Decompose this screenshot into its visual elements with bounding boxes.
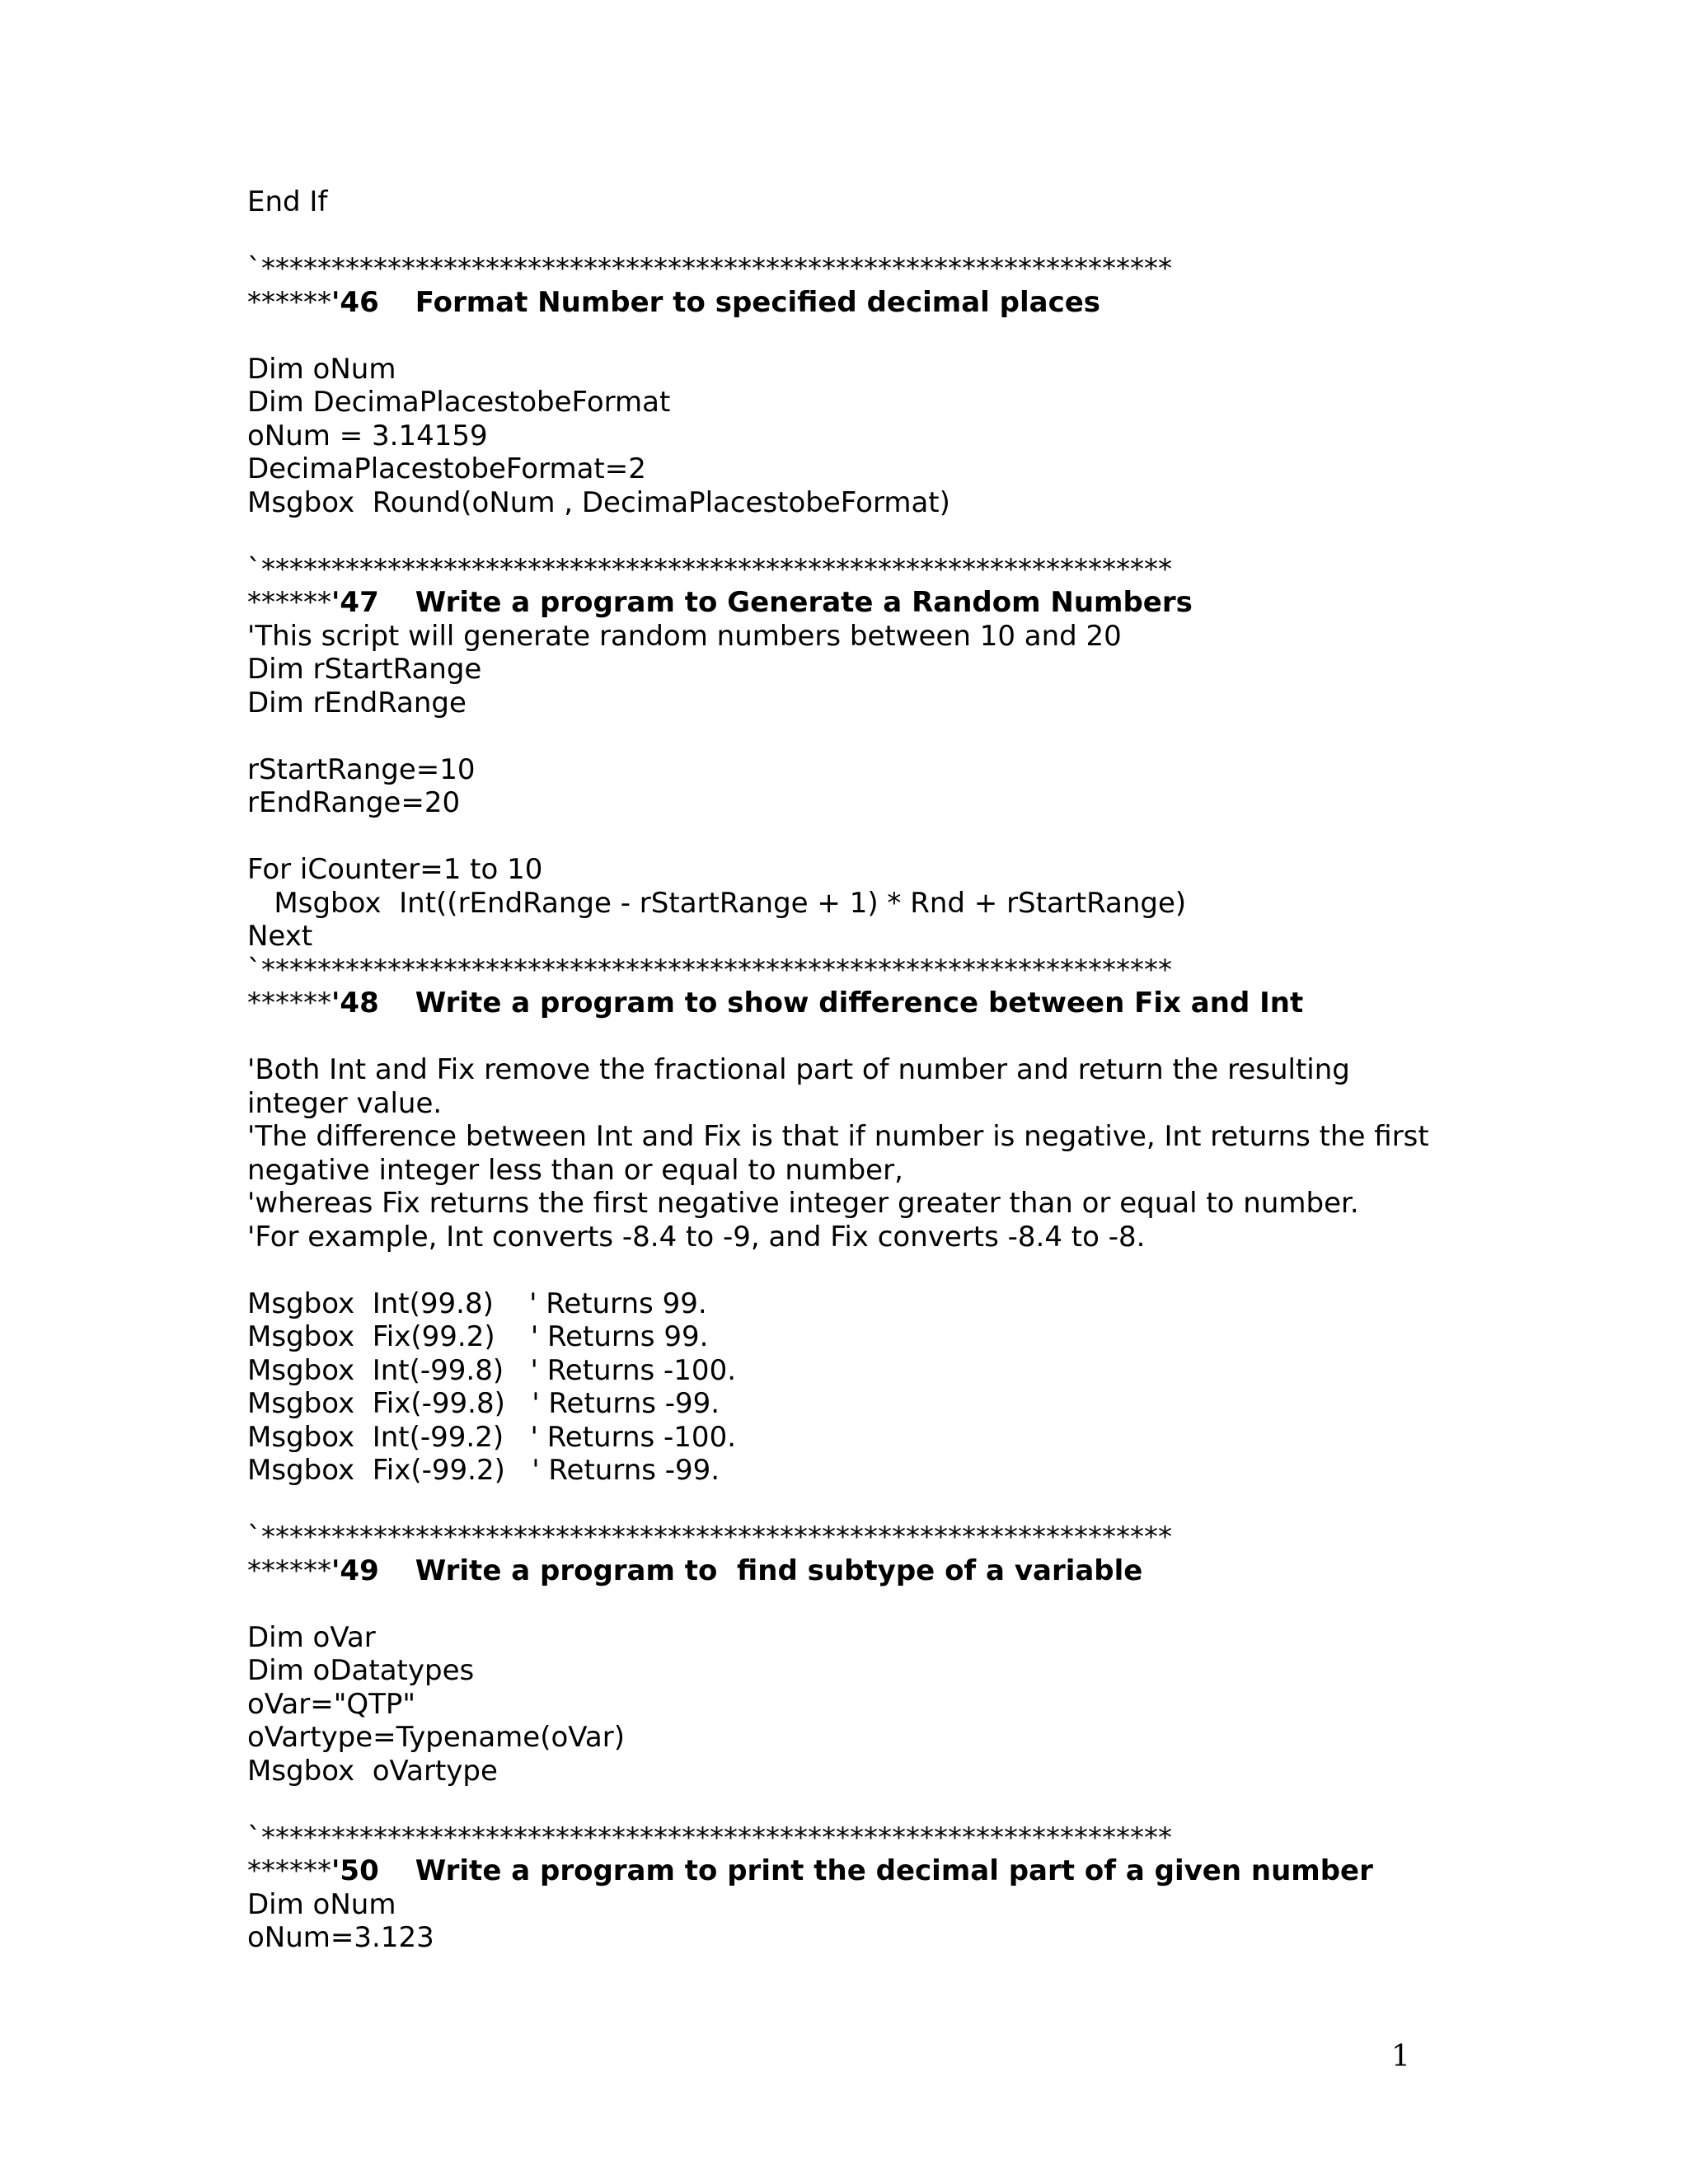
- section-title: Write a program to print the decimal part of a given number: [415, 1854, 1373, 1887]
- separator-line: `*****************************************************************: [247, 1521, 1172, 1554]
- separator-line: `*****************************************************************: [247, 552, 1172, 586]
- section-heading: [247, 987, 1442, 1020]
- code-line: Msgbox Int(-99.8) ' Returns -100.: [247, 1353, 737, 1387]
- code-line: Dim rEndRange: [247, 686, 467, 719]
- section-title: Write a program to Generate a Random Numbers: [415, 586, 1193, 619]
- section-48: [247, 954, 1442, 1521]
- code-line: oNum=3.123: [247, 1921, 434, 1954]
- section-heading: [247, 586, 1442, 620]
- section-title: Write a program to find subtype of a variable: [415, 1554, 1143, 1587]
- code-line: Msgbox Int(99.8) ' Returns 99.: [247, 1286, 707, 1320]
- document-page: [247, 185, 1442, 1955]
- code-line: Dim DecimaPlacestobeFormat: [247, 386, 671, 419]
- code-line: Msgbox Int((rEndRange - rStartRange + 1) * Rnd + rStartRange): [247, 886, 1187, 920]
- section-number: '49: [331, 1554, 379, 1587]
- separator-line: `*****************************************************************: [247, 252, 1172, 285]
- blank-line: [247, 1020, 1442, 1054]
- blank-line: [247, 219, 1442, 253]
- heading-stars: ******: [247, 987, 331, 1019]
- code-line: Msgbox Fix(99.2) ' Returns 99.: [247, 1320, 709, 1353]
- separator-line: `*****************************************************************: [247, 1821, 1172, 1854]
- code-line: DecimaPlacestobeFormat=2: [247, 452, 646, 485]
- blank-line: [247, 1788, 1442, 1821]
- blank-line: [247, 319, 1442, 353]
- section-49: [247, 1521, 1442, 1821]
- section-heading: [247, 1854, 1442, 1888]
- code-line: Dim oDatatypes: [247, 1654, 475, 1687]
- heading-stars: ******: [247, 1854, 331, 1887]
- code-line: Dim oNum: [247, 352, 396, 386]
- heading-stars: ******: [247, 285, 331, 319]
- blank-line: [247, 820, 1442, 854]
- code-line: integer value.: [247, 1086, 443, 1120]
- code-line: For iCounter=1 to 10: [247, 853, 543, 886]
- section-number: '46: [331, 285, 379, 319]
- heading-stars: ******: [247, 1554, 331, 1587]
- section-46: [247, 252, 1442, 553]
- code-line: oVartype=Typename(oVar): [247, 1721, 625, 1754]
- section-title: Write a program to show difference between Fix and Int: [415, 987, 1304, 1019]
- section-50: [247, 1821, 1442, 1955]
- blank-line: [247, 1488, 1442, 1521]
- code-line: Msgbox Round(oNum , DecimaPlacestobeFormat): [247, 485, 950, 519]
- code-line: Msgbox Int(-99.2) ' Returns -100.: [247, 1420, 737, 1454]
- section-heading: [247, 1554, 1442, 1588]
- section-number: '50: [331, 1854, 379, 1887]
- page-number: 1: [1391, 2040, 1410, 2074]
- code-line: rStartRange=10: [247, 752, 476, 786]
- code-line: 'whereas Fix returns the first negative integer greater than or equal to number.: [247, 1187, 1359, 1220]
- code-line: negative integer less than or equal to number,: [247, 1153, 903, 1187]
- code-line: Dim rStartRange: [247, 653, 482, 686]
- code-line: Msgbox oVartype: [247, 1754, 498, 1788]
- sections-container: [247, 252, 1442, 1955]
- code-line: Msgbox Fix(-99.2) ' Returns -99.: [247, 1454, 720, 1487]
- blank-line: [247, 1587, 1442, 1621]
- blank-line: [247, 1254, 1442, 1287]
- code-line: oNum = 3.14159: [247, 419, 488, 452]
- code-line: rEndRange=20: [247, 786, 461, 819]
- section-title: Format Number to specified decimal places: [415, 285, 1101, 319]
- code-line: 'This script will generate random numbers between 10 and 20: [247, 619, 1122, 653]
- code-line: 'Both Int and Fix remove the fractional part of number and return the resulting: [247, 1053, 1350, 1086]
- code-line: Dim oVar: [247, 1620, 376, 1654]
- blank-line: [247, 519, 1442, 553]
- code-line: Msgbox Fix(-99.8) ' Returns -99.: [247, 1387, 720, 1420]
- code-line: oVar="QTP": [247, 1687, 416, 1721]
- section-heading: [247, 286, 1442, 320]
- code-line: Next: [247, 920, 313, 953]
- section-47: [247, 553, 1442, 954]
- section-number: '48: [331, 987, 379, 1019]
- blank-line: [247, 719, 1442, 753]
- section-number: '47: [331, 586, 379, 619]
- code-line: 'For example, Int converts -8.4 to -9, and Fix converts -8.4 to -8.: [247, 1220, 1146, 1254]
- code-line: Dim oNum: [247, 1887, 396, 1921]
- code-line: End If: [247, 185, 328, 218]
- separator-line: `*****************************************************************: [247, 953, 1172, 987]
- heading-stars: ******: [247, 586, 331, 619]
- code-line: 'The difference between Int and Fix is that if number is negative, Int returns the first: [247, 1120, 1429, 1153]
